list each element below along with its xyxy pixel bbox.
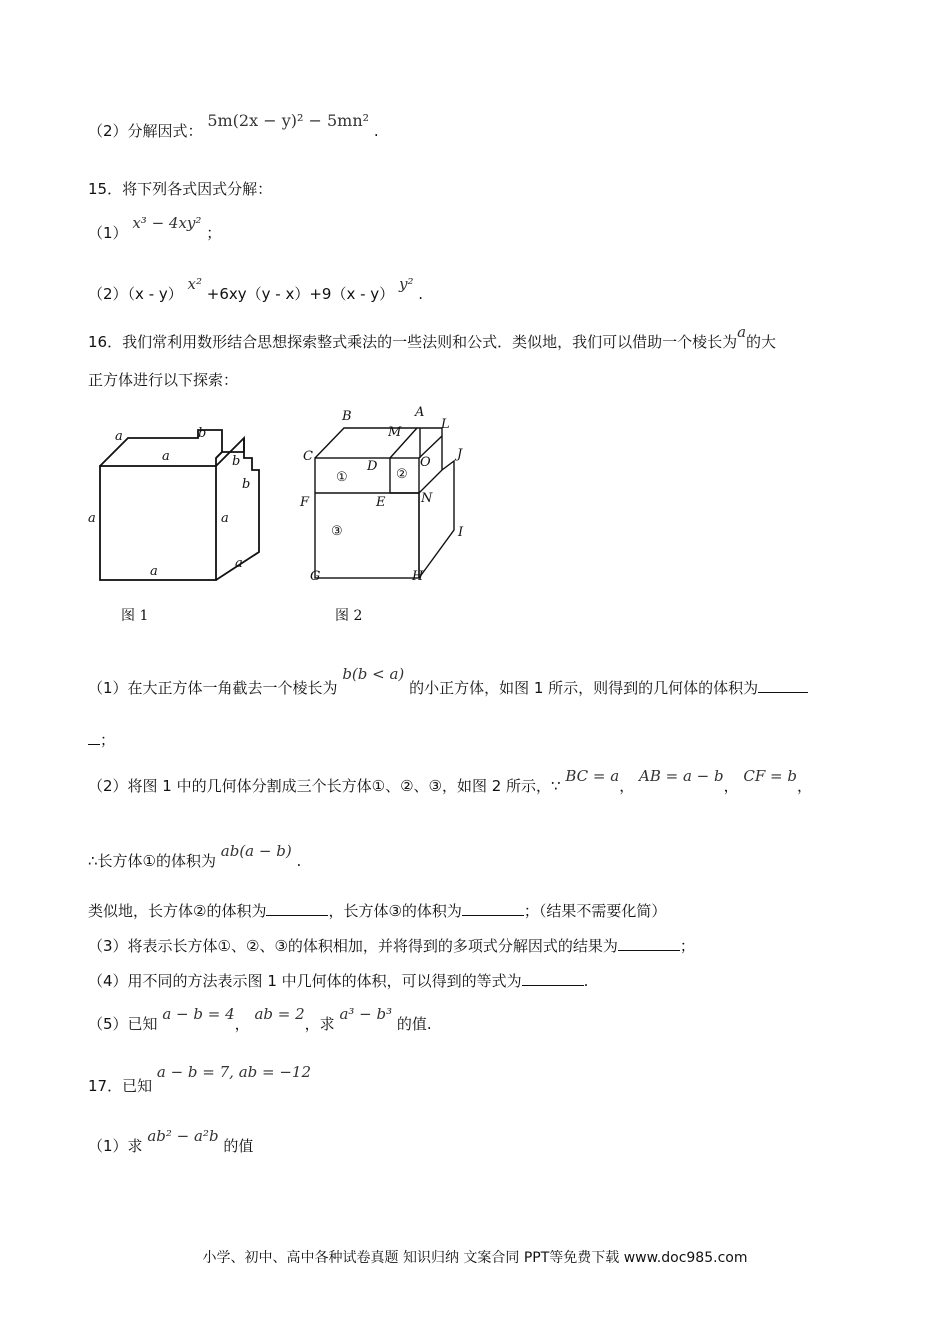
fig1-front-face [100,466,216,580]
q14-2-prefix: （2）分解因式： [88,122,203,140]
q16-2c-blank-2[interactable] [266,901,328,916]
fig1-label-b3: b [242,477,251,492]
q16-1-suffix: 的小正方体，如图 1 所示，则得到的几何体的体积为 [409,679,759,697]
fig1-label-b2: b [232,454,241,469]
q16-2-prefix: （2）将图 1 中的几何体分割成三个长方体①、②、③，如图 2 所示，∵ [88,777,561,795]
fig2-block3-label: ③ [331,524,343,539]
q16-2c-blank-3[interactable] [462,901,524,916]
q16-intro-line2: 正方体进行以下探索： [88,371,239,389]
fig1-label-a-top: a [162,449,170,464]
q16-3-end: ； [679,937,695,955]
figure-1-caption: 图 1 [121,608,149,624]
q15-2-suffix: . [418,285,424,303]
q15-title: 15．将下列各式因式分解： [88,180,273,198]
q16-2b-prefix: ∴长方体①的体积为 [88,852,216,870]
q16-5-mid: ，求 [304,1015,335,1033]
q16-2-expr-bc: BC = a [565,767,620,785]
q16-2-sep3: ， [797,777,813,795]
q17-expr: a − b = 7, ab = −12 [156,1063,312,1081]
q16-2-sep1: ， [619,777,635,795]
q16-1-blank-cont[interactable] [88,730,100,745]
q16-1-prefix: （1）在大正方体一角截去一个棱长为 [88,679,338,697]
fig2-label-A: A [415,405,425,420]
q15-1-expr: x³ − 4xy² [132,214,202,232]
q16-2c-text-b: ，长方体③的体积为 [328,902,462,920]
q16-2-sep2: ， [723,777,739,795]
q16-1-tail: ； [100,731,116,749]
figure-1-cube [80,400,280,600]
q15-2-prefix: （2）（x - y） [88,285,183,303]
q16-2-expr-cf: CF = b [743,767,797,785]
q16-part3 [88,935,695,956]
q16-intro-text: 16．我们常利用数形结合思想探索整式乘法的一些法则和公式．类似地，我们可以借助一个棱长为 [88,333,738,351]
q16-1-blank[interactable] [758,678,808,693]
fig1-label-b1: b [198,426,207,441]
q16-part1 [88,665,808,698]
q16-intro-line1 [88,323,777,352]
q16-2c-text-c: ；（结果不需要化简） [523,902,667,920]
q16-4-end: . [583,972,589,990]
q14-2-suffix: . [373,122,379,140]
q17-given [88,1063,312,1096]
q16-5-expr2: ab = 2 [254,1005,305,1023]
q16-part4 [88,970,588,991]
fig1-label-a-top-left: a [115,429,123,444]
q16-1-expr: b(b < a) [342,665,405,683]
fig2-block1-label: ① [336,470,348,485]
q16-2-expr-ab: AB = a − b [639,767,724,785]
q15-2-x2: x² [187,275,203,293]
q16-2c-text-a: 类似地，长方体②的体积为 [88,902,267,920]
q15-2-y2: y² [398,275,414,293]
q16-5-expr1: a − b = 4 [162,1005,235,1023]
q16-part1-cont [88,729,115,750]
q16-3-blank[interactable] [618,936,680,951]
fig2-label-L: L [441,417,450,432]
fig2-block2-label: ② [396,467,408,482]
fig1-label-a-right: a [221,511,229,526]
q16-5-sep: ， [234,1015,250,1033]
q16-intro-a: a [737,323,747,341]
page-footer: 小学、初中、高中各种试卷真题 知识归纳 文案合同 PPT等免费下载 www.doc985.com [202,1250,748,1266]
q15-1-prefix: （1） [88,224,128,242]
fig2-label-C: C [303,449,313,464]
q16-4-text: （4）用不同的方法表示图 1 中几何体的体积，可以得到的等式为 [88,972,522,990]
q16-part2-volume1 [88,842,302,871]
q14-part2 [88,111,379,141]
q16-2b-expr: ab(a − b) [220,842,292,860]
fig2-label-D: D [367,459,378,474]
fig2-label-M: M [388,425,402,440]
q16-part2-similar [88,900,666,921]
fig1-label-a-left: a [88,511,96,526]
q15-2-mid: +6xy（y - x）+9（x - y） [206,285,395,303]
q16-3-text: （3）将表示长方体①、②、③的体积相加，并将得到的多项式分解因式的结果为 [88,937,618,955]
q17-prefix: 17．已知 [88,1077,153,1095]
q17-1-suffix: 的值 [223,1137,254,1155]
q16-5-suffix: 的值. [396,1015,432,1033]
q17-1-expr: ab² − a²b [147,1127,219,1145]
fig1-label-a-depth: a [235,556,243,571]
q16-part5 [88,1005,432,1034]
q15-part2 [88,275,424,304]
q16-4-blank[interactable] [522,971,584,986]
fig2-top-back [315,428,417,458]
q17-part1 [88,1127,254,1156]
q16-2b-suffix: . [296,852,302,870]
fig2-label-N: N [421,491,433,506]
fig2-label-E: E [376,495,386,510]
fig2-label-B: B [342,409,352,424]
fig2-label-F: F [300,495,310,510]
q15-1-suffix: ； [206,224,222,242]
q17-1-prefix: （1）求 [88,1137,143,1155]
q16-5-prefix: （5）已知 [88,1015,158,1033]
fig2-label-G: G [310,569,321,584]
fig2-label-O: O [420,455,431,470]
q16-part2 [88,767,813,796]
q14-2-expr: 5m(2x − y)² − 5mn² [207,111,370,130]
figure-2-caption: 图 2 [335,608,363,624]
fig2-label-H: H [412,569,424,584]
q16-5-expr3: a³ − b³ [339,1005,393,1023]
fig2-label-I: I [458,525,464,540]
q15-part1 [88,214,222,243]
fig1-label-a-bottom: a [150,564,158,579]
figure-2-cube [290,398,490,598]
q16-intro-end: 的大 [746,333,777,351]
fig2-label-J: J [457,447,463,462]
fig2-block3-side [419,461,454,578]
